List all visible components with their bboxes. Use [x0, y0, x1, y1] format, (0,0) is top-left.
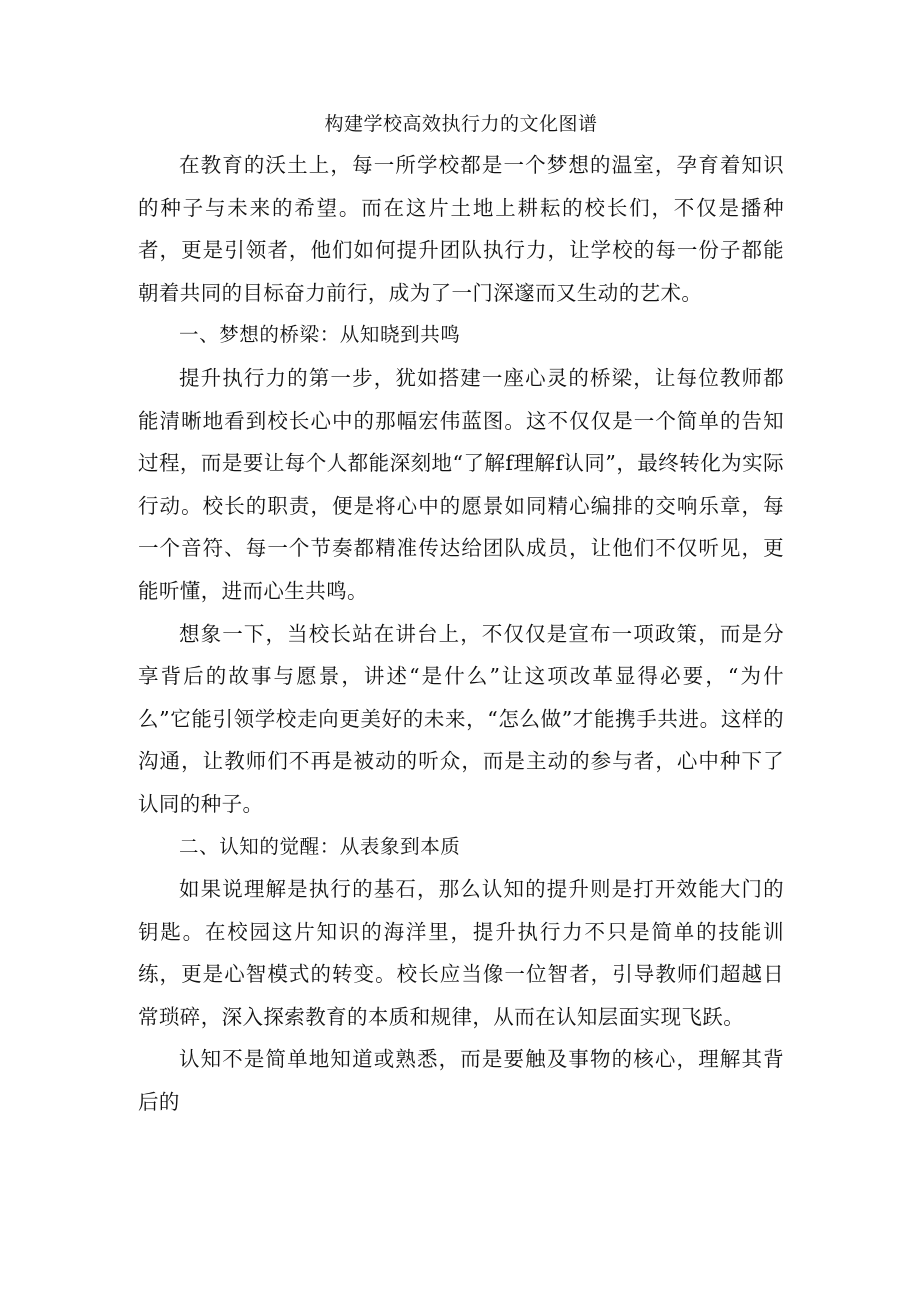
- document-title: 构建学校高效执行力的文化图谱: [324, 113, 598, 135]
- paragraph-cognition-2: 认知不是简单地知道或熟悉，而是要触及事物的核心，理解其背后的: [138, 1047, 784, 1115]
- section-heading-1: 一、梦想的桥梁：从知晓到共鸣: [179, 323, 461, 347]
- paragraph-bridge-2: 想象一下，当校长站在讲台上，不仅仅是宣布一项政策，而是分享背后的故事与愿景，讲述“是什么”让这项改革显得必要，“为什么”它能引领学校走向更美好的未来，“怎么做”才能携手共进。这样的沟通，让教师们不再是被动的听众，而是主动的参与者，心中种下了认同的种子。: [138, 621, 784, 816]
- paragraph-bridge-1: 提升执行力的第一步，犹如搭建一座心灵的桥梁，让每位教师都能清晰地看到校长心中的那幅宏伟蓝图。这不仅仅是一个简单的告知过程，而是要让每个人都能深刻地“了解f理解f认同”，最终转化为实际行动。校长的职责，便是将心中的愿景如同精心编排的交响乐章，每一个音符、每一个节奏都精准传达给团队成员，让他们不仅听见，更能听懂，进而心生共鸣。: [138, 365, 784, 603]
- section-heading-2: 二、认知的觉醒：从表象到本质: [179, 834, 461, 858]
- document-page: [138, 104, 784, 1124]
- paragraph-intro: 在教育的沃土上，每一所学校都是一个梦想的温室，孕育着知识的种子与未来的希望。而在这片土地上耕耘的校长们，不仅是播种者，更是引领者，他们如何提升团队执行力，让学校的每一份子都能朝着共同的目标奋力前行，成为了一门深邃而又生动的艺术。: [138, 153, 784, 305]
- paragraph-cognition-1: 如果说理解是执行的基石，那么认知的提升则是打开效能大门的钥匙。在校园这片知识的海洋里，提升执行力不只是简单的技能训练，更是心智模式的转变。校长应当像一位智者，引导教师们超越日常琐碎，深入探索教育的本质和规律，从而在认知层面实现飞跃。: [138, 877, 784, 1029]
